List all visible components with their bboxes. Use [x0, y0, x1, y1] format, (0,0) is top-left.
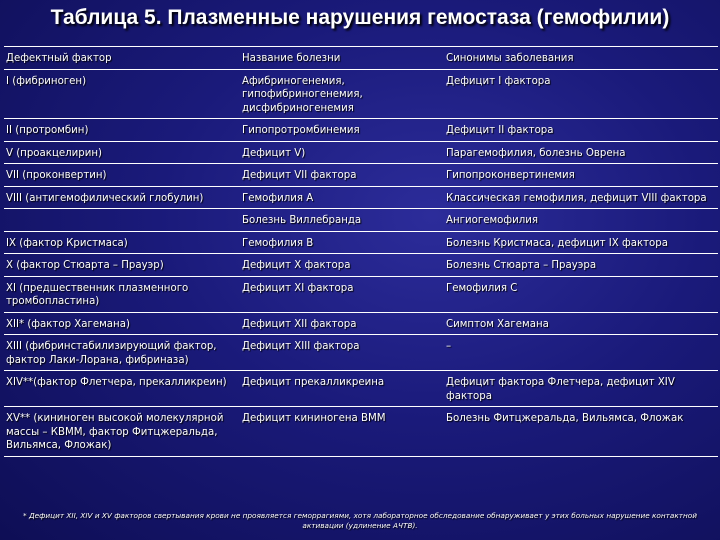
- header-cell: Название болезни: [240, 47, 444, 70]
- table-cell: Дефицит II фактора: [444, 119, 718, 142]
- slide-title: Таблица 5. Плазменные нарушения гемостаза (гемофилии): [50, 6, 670, 29]
- table-row: [4, 407, 718, 457]
- table-cell: Болезнь Фитцжеральда, Вильямса, Фложак: [444, 407, 718, 457]
- table-cell: Болезнь Виллебранда: [240, 209, 444, 232]
- table-cell: II (протромбин): [4, 119, 240, 142]
- hemostasis-table: [4, 46, 718, 457]
- table-cell: Парагемофилия, болезнь Оврена: [444, 141, 718, 164]
- table-header-row: [4, 47, 718, 70]
- table-row: [4, 231, 718, 254]
- table-cell: Болезнь Стюарта – Прауэра: [444, 254, 718, 277]
- table-cell: V (проакцелирин): [4, 141, 240, 164]
- table-cell: VII (проконвертин): [4, 164, 240, 187]
- table-cell: X (фактор Стюарта – Прауэр): [4, 254, 240, 277]
- table-row: [4, 371, 718, 407]
- table-cell: Дефицит XI фактора: [240, 276, 444, 312]
- table-cell: Дефицит кининогена ВММ: [240, 407, 444, 457]
- table-cell: Гипопроконвертинемия: [444, 164, 718, 187]
- table-cell: Болезнь Кристмаса, дефицит IX фактора: [444, 231, 718, 254]
- table-row: [4, 69, 718, 119]
- header-cell: Дефектный фактор: [4, 47, 240, 70]
- table-row: [4, 164, 718, 187]
- table-row: [4, 209, 718, 232]
- table-cell: XIV**(фактор Флетчера, прекалликреин): [4, 371, 240, 407]
- table-cell: Гемофилия А: [240, 186, 444, 209]
- table-cell: Ангиогемофилия: [444, 209, 718, 232]
- table-cell: –: [444, 335, 718, 371]
- table-cell: Дефицит V): [240, 141, 444, 164]
- table-cell: XIII (фибринстабилизирующий фактор, фактор Лаки-Лорана, фибриназа): [4, 335, 240, 371]
- table-cell: Гемофилия С: [444, 276, 718, 312]
- table-row: [4, 335, 718, 371]
- table-cell: I (фибриноген): [4, 69, 240, 119]
- table-cell: Дефицит XII фактора: [240, 312, 444, 335]
- table-cell: [4, 209, 240, 232]
- table-cell: Дефицит X фактора: [240, 254, 444, 277]
- table-cell: XV** (кининоген высокой молекулярной массы – КВММ, фактор Фитцжеральда, Вильямса, Фложак): [4, 407, 240, 457]
- table-cell: Классическая гемофилия, дефицит VIII фактора: [444, 186, 718, 209]
- table-cell: VIII (антигемофилический глобулин): [4, 186, 240, 209]
- table-cell: Дефицит VII фактора: [240, 164, 444, 187]
- table-cell: Дефицит I фактора: [444, 69, 718, 119]
- table-row: [4, 186, 718, 209]
- table-row: [4, 312, 718, 335]
- table-cell: Афибриногенемия, гипофибриногенемия, дисфибриногенемия: [240, 69, 444, 119]
- table-cell: IX (фактор Кристмаса): [4, 231, 240, 254]
- header-cell: Синонимы заболевания: [444, 47, 718, 70]
- table-cell: XII* (фактор Хагемана): [4, 312, 240, 335]
- table-row: [4, 254, 718, 277]
- table-row: [4, 119, 718, 142]
- table-cell: Дефицит фактора Флетчера, дефицит XIV фактора: [444, 371, 718, 407]
- footnote: * Дефицит XII, XIV и XV факторов свертывания крови не проявляется геморрагиями, хотя лабораторное обследование обнаруживает у этих больных нарушение контактной активации (удлинение АЧТВ).: [23, 511, 697, 530]
- table-cell: Дефицит XIII фактора: [240, 335, 444, 371]
- table-cell: XI (предшественник плазменного тромбопластина): [4, 276, 240, 312]
- table-cell: Дефицит прекалликреина: [240, 371, 444, 407]
- table-cell: Гипопротромбинемия: [240, 119, 444, 142]
- table-cell: Гемофилия В: [240, 231, 444, 254]
- table-row: [4, 141, 718, 164]
- table-row: [4, 276, 718, 312]
- table-cell: Симптом Хагемана: [444, 312, 718, 335]
